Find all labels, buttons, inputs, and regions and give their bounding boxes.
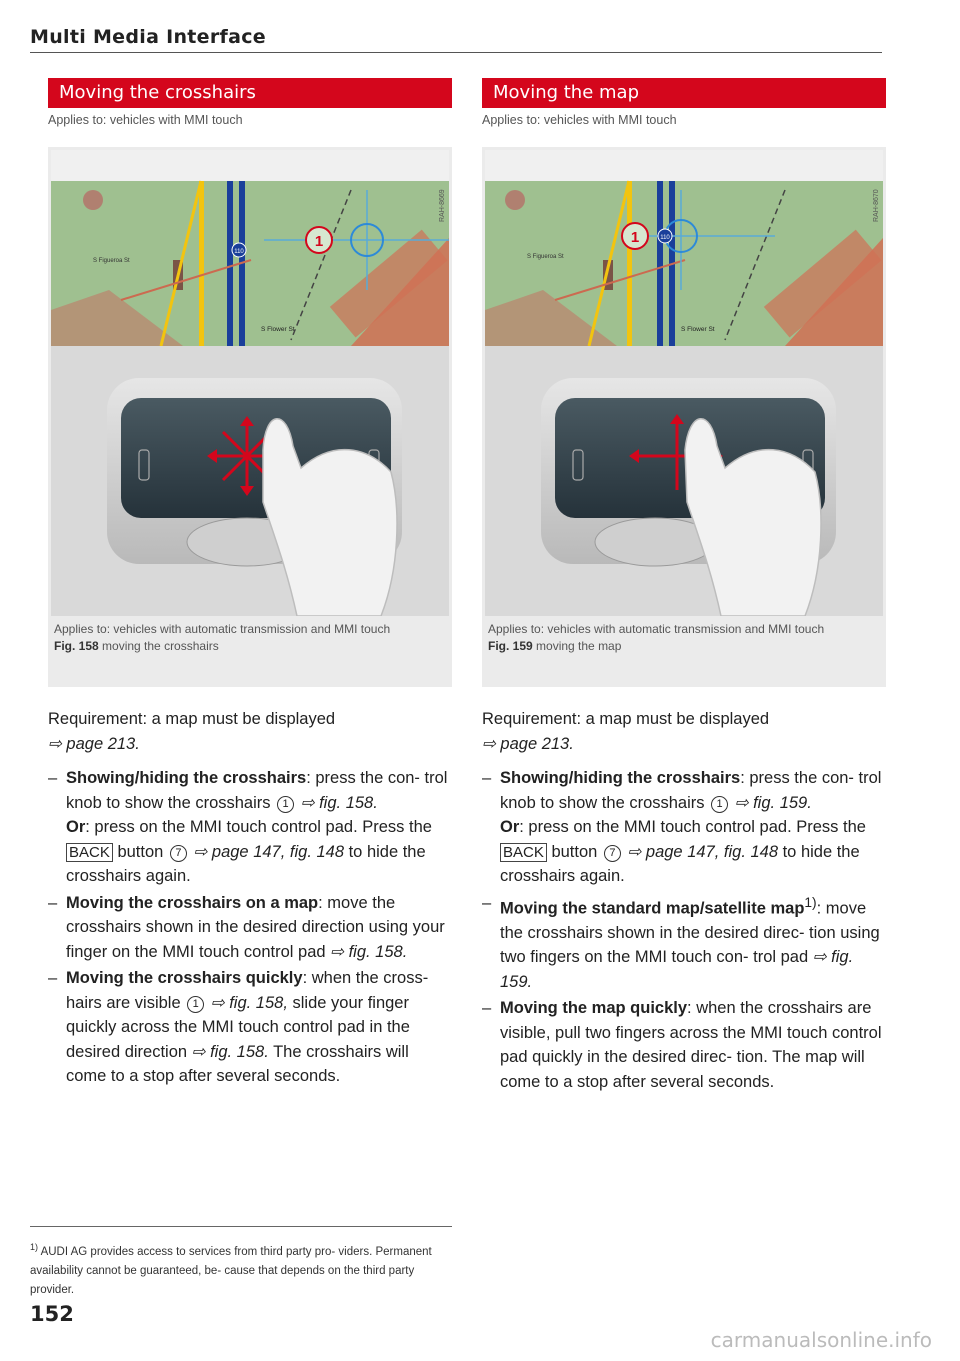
caption-label: Fig. 159	[488, 639, 533, 653]
header-divider	[30, 52, 882, 53]
item-text: : when the cross- hairs are visible	[66, 969, 429, 1012]
item-text: button	[546, 842, 602, 861]
section-title: Moving the map	[482, 78, 886, 108]
item-text: button	[112, 842, 168, 861]
road-blue	[227, 181, 233, 346]
item-heading: Moving the map quickly	[500, 999, 688, 1017]
page-reference-link[interactable]: ⇨ page 213.	[482, 734, 574, 753]
item-text: : press on the MMI touch control pad. Press the	[85, 818, 432, 836]
street-label-flower: S Flower St	[681, 326, 715, 333]
caption-text: moving the crosshairs	[102, 639, 219, 653]
or-label: Or	[500, 818, 520, 836]
left-column	[48, 78, 452, 1091]
item-text: : move the crosshairs shown in the desired direc- tion using two fingers on the MMI touch con- trol pad	[500, 899, 880, 966]
list-item	[482, 766, 886, 889]
item-heading: Moving the standard map/satellite map	[500, 899, 805, 917]
callout-number: 7	[170, 845, 187, 862]
caption-label: Fig. 158	[54, 639, 99, 653]
map-view	[51, 150, 449, 346]
map-blob	[505, 190, 525, 210]
item-heading: Moving the crosshairs quickly	[66, 969, 303, 987]
applies-to: Applies to: vehicles with MMI touch	[48, 113, 243, 127]
item-heading: Showing/hiding the crosshairs	[500, 769, 741, 787]
requirement-text: Requirement: a map must be displayed	[482, 710, 770, 728]
item-text: to hide the crosshairs again.	[66, 842, 426, 885]
footnote-divider	[30, 1226, 452, 1227]
back-key-label: BACK	[500, 843, 547, 862]
page-reference-link[interactable]: ⇨ page 213.	[48, 734, 140, 753]
page-number: 152	[30, 1302, 74, 1326]
footnote-mark: 1)	[30, 1242, 39, 1252]
footnote-text: AUDI AG provides access to services from third party pro- viders. Permanent availability cannot be guaranteed, be- cause that depends on the third party provider.	[30, 1245, 432, 1296]
interstate-badge-text: 110	[660, 235, 670, 241]
caption-applies: Applies to: vehicles with automatic transmission and MMI touch	[54, 622, 391, 636]
mmi-touch-pad	[485, 346, 883, 616]
list-item	[482, 996, 886, 1094]
figure-reference-link[interactable]: ⇨ fig. 159.	[500, 948, 854, 991]
callout-number: 1	[187, 996, 204, 1013]
map-top-band	[485, 150, 883, 181]
figure-reference-link[interactable]: ⇨ fig. 158.	[296, 793, 378, 812]
item-text: The crosshairs will come to a stop after several seconds.	[66, 1042, 409, 1085]
callout-number: 1	[277, 796, 294, 813]
figure-illustration	[485, 150, 883, 616]
figure-reference-link[interactable]: ⇨ fig. 158,	[206, 993, 288, 1012]
street-label-flower: S Flower St	[261, 326, 295, 333]
item-text: : press on the MMI touch control pad. Press the	[519, 818, 866, 836]
mmi-touch-pad	[51, 346, 449, 616]
page-reference-link[interactable]: ⇨ page 147, fig. 148	[188, 842, 345, 861]
item-text: to hide the crosshairs again.	[500, 842, 860, 885]
interstate-badge-text: 110	[234, 249, 244, 255]
figure-caption	[488, 621, 878, 655]
figure-reference-link[interactable]: ⇨ fig. 159.	[730, 793, 812, 812]
road-blue	[657, 181, 663, 346]
street-label-figueroa: S Figueroa St	[527, 254, 564, 260]
figure-illustration	[51, 150, 449, 616]
callout-number: 1	[711, 796, 728, 813]
requirement-text: Requirement: a map must be displayed	[48, 710, 336, 728]
callout-1-label: 1	[314, 233, 324, 250]
back-key-label: BACK	[66, 843, 113, 862]
instruction-list	[482, 766, 886, 1094]
page-header-title: Multi Media Interface	[30, 26, 266, 48]
item-text: slide your finger quickly across the MMI touch control pad in the desired direction	[66, 993, 410, 1061]
applies-to: Applies to: vehicles with MMI touch	[482, 113, 677, 127]
or-label: Or	[66, 818, 86, 836]
list-item	[48, 966, 452, 1089]
road-yellow	[627, 181, 632, 346]
list-item	[48, 766, 452, 889]
item-heading: Showing/hiding the crosshairs	[66, 769, 307, 787]
right-column	[482, 78, 886, 1096]
callout-number: 7	[604, 845, 621, 862]
item-text: : when the crosshairs are visible, pull two fingers across the MMI touch control pad quickly in the desired direc- tion. The map will come to a stop after several seconds.	[500, 999, 882, 1091]
body-text	[48, 707, 452, 1089]
item-text: : press the con- trol knob to show the crosshairs	[500, 769, 882, 812]
figure-158	[48, 147, 452, 687]
callout-1-label: 1	[630, 229, 640, 246]
figure-reference-link[interactable]: ⇨ fig. 158.	[330, 942, 408, 961]
section-title: Moving the crosshairs	[48, 78, 452, 108]
list-item	[482, 891, 886, 995]
page-reference-link[interactable]: ⇨ page 147, fig. 148	[622, 842, 779, 861]
item-text: : move the crosshairs shown in the desired direction using your finger on the MMI touch control pad	[66, 893, 445, 961]
body-text	[482, 707, 886, 1094]
figure-159	[482, 147, 886, 687]
figure-code: RAH-8670	[873, 189, 880, 222]
footnote-marker: 1)	[804, 894, 817, 910]
road-yellow	[199, 181, 204, 346]
instruction-list	[48, 766, 452, 1089]
item-text: : press the con- trol knob to show the crosshairs	[66, 769, 448, 812]
figure-reference-link[interactable]: ⇨ fig. 158.	[191, 1042, 269, 1061]
map-top-band	[51, 150, 449, 181]
figure-caption	[54, 621, 444, 655]
list-item	[48, 891, 452, 965]
caption-text: moving the map	[536, 639, 622, 653]
map-blob	[83, 190, 103, 210]
map-view	[485, 150, 883, 346]
figure-code: RAH-8669	[439, 189, 446, 222]
footnote	[30, 1238, 452, 1300]
item-heading: Moving the crosshairs on a map	[66, 893, 319, 912]
caption-applies: Applies to: vehicles with automatic transmission and MMI touch	[488, 622, 825, 636]
street-label-figueroa: S Figueroa St	[93, 258, 130, 264]
watermark: carmanualsonline.info	[710, 1328, 932, 1352]
